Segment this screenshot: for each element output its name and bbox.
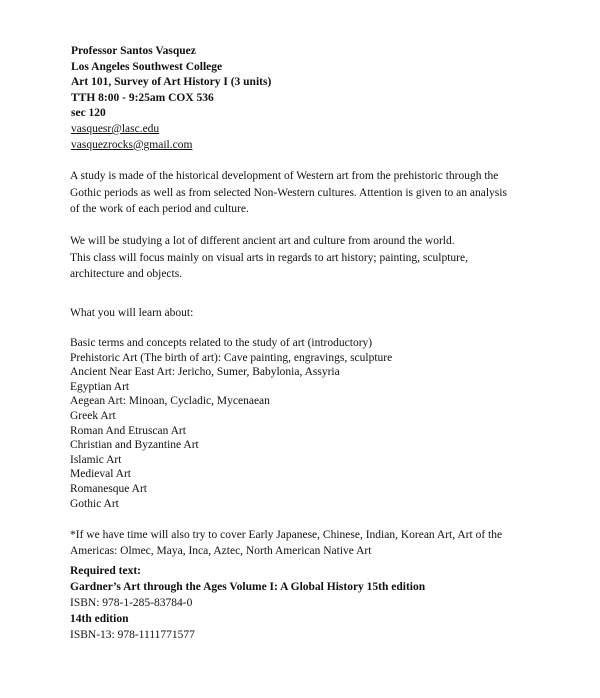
textbook-title: Gardner’s Art through the Ages Volume I: A Global History 15th edition (70, 581, 426, 593)
isbn-15th-edition: ISBN: 978-1-285-83784-0 (70, 597, 193, 609)
class-schedule: TTH 8:00 - 9:25am COX 536 (71, 91, 214, 104)
intro-line: This class will focus mainly on visual arts in regards to art history; painting, sculpture, (70, 251, 468, 264)
course-header (71, 44, 551, 153)
description-line: of the work of each period and culture. (70, 203, 249, 215)
course-title: Art 101, Survey of Art History I (3 units) (71, 76, 272, 89)
topic-item: Christian and Byzantine Art (70, 439, 199, 452)
course-intro (70, 233, 550, 283)
note-line: Americas: Olmec, Maya, Inca, Aztec, North American Native Art (70, 545, 372, 557)
note-line: *If we have time will also try to cover Early Japanese, Chinese, Indian, Korean Art, Art of the (70, 529, 503, 541)
topic-item: Aegean Art: Minoan, Cycladic, Mycenaean (70, 395, 270, 408)
edition-14-label: 14th edition (70, 613, 129, 625)
section-number: sec 120 (71, 107, 106, 120)
email-link-college[interactable]: vasquesr@lasc.edu (71, 122, 160, 135)
course-description (70, 168, 550, 218)
topic-list (70, 336, 550, 511)
isbn-14th-edition: ISBN-13: 978-1111771577 (70, 629, 195, 641)
required-textbook (70, 563, 550, 643)
required-text-label: Required text: (70, 565, 142, 577)
learn-heading (70, 306, 550, 321)
description-line: Gothic periods as well as from selected Non-Western cultures. Attention is given to an analysis (70, 186, 507, 199)
topic-item: Greek Art (70, 409, 116, 422)
topic-item: Romanesque Art (70, 482, 147, 495)
email-link-gmail[interactable]: vasquezrocks@gmail.com (71, 138, 193, 151)
topic-item: Medieval Art (70, 468, 131, 481)
topic-item: Basic terms and concepts related to the study of art (introductory) (70, 337, 373, 349)
college-name: Los Angeles Southwest College (71, 60, 223, 73)
intro-line: architecture and objects. (70, 268, 183, 280)
topic-item: Egyptian Art (70, 380, 130, 393)
topic-item: Prehistoric Art (The birth of art): Cave painting, engravings, sculpture (70, 351, 393, 364)
topic-item: Islamic Art (70, 453, 122, 466)
optional-topics-note (70, 527, 550, 559)
learn-heading-text: What you will learn about: (70, 307, 194, 319)
topic-item: Gothic Art (70, 497, 119, 510)
topic-item: Roman And Etruscan Art (70, 424, 186, 437)
intro-line: We will be studying a lot of different ancient art and culture from around the world. (70, 235, 455, 247)
topic-item: Ancient Near East Art: Jericho, Sumer, Babylonia, Assyria (70, 366, 340, 379)
professor-name: Professor Santos Vasquez (71, 45, 196, 57)
description-line: A study is made of the historical development of Western art from the prehistoric through the (70, 170, 499, 182)
